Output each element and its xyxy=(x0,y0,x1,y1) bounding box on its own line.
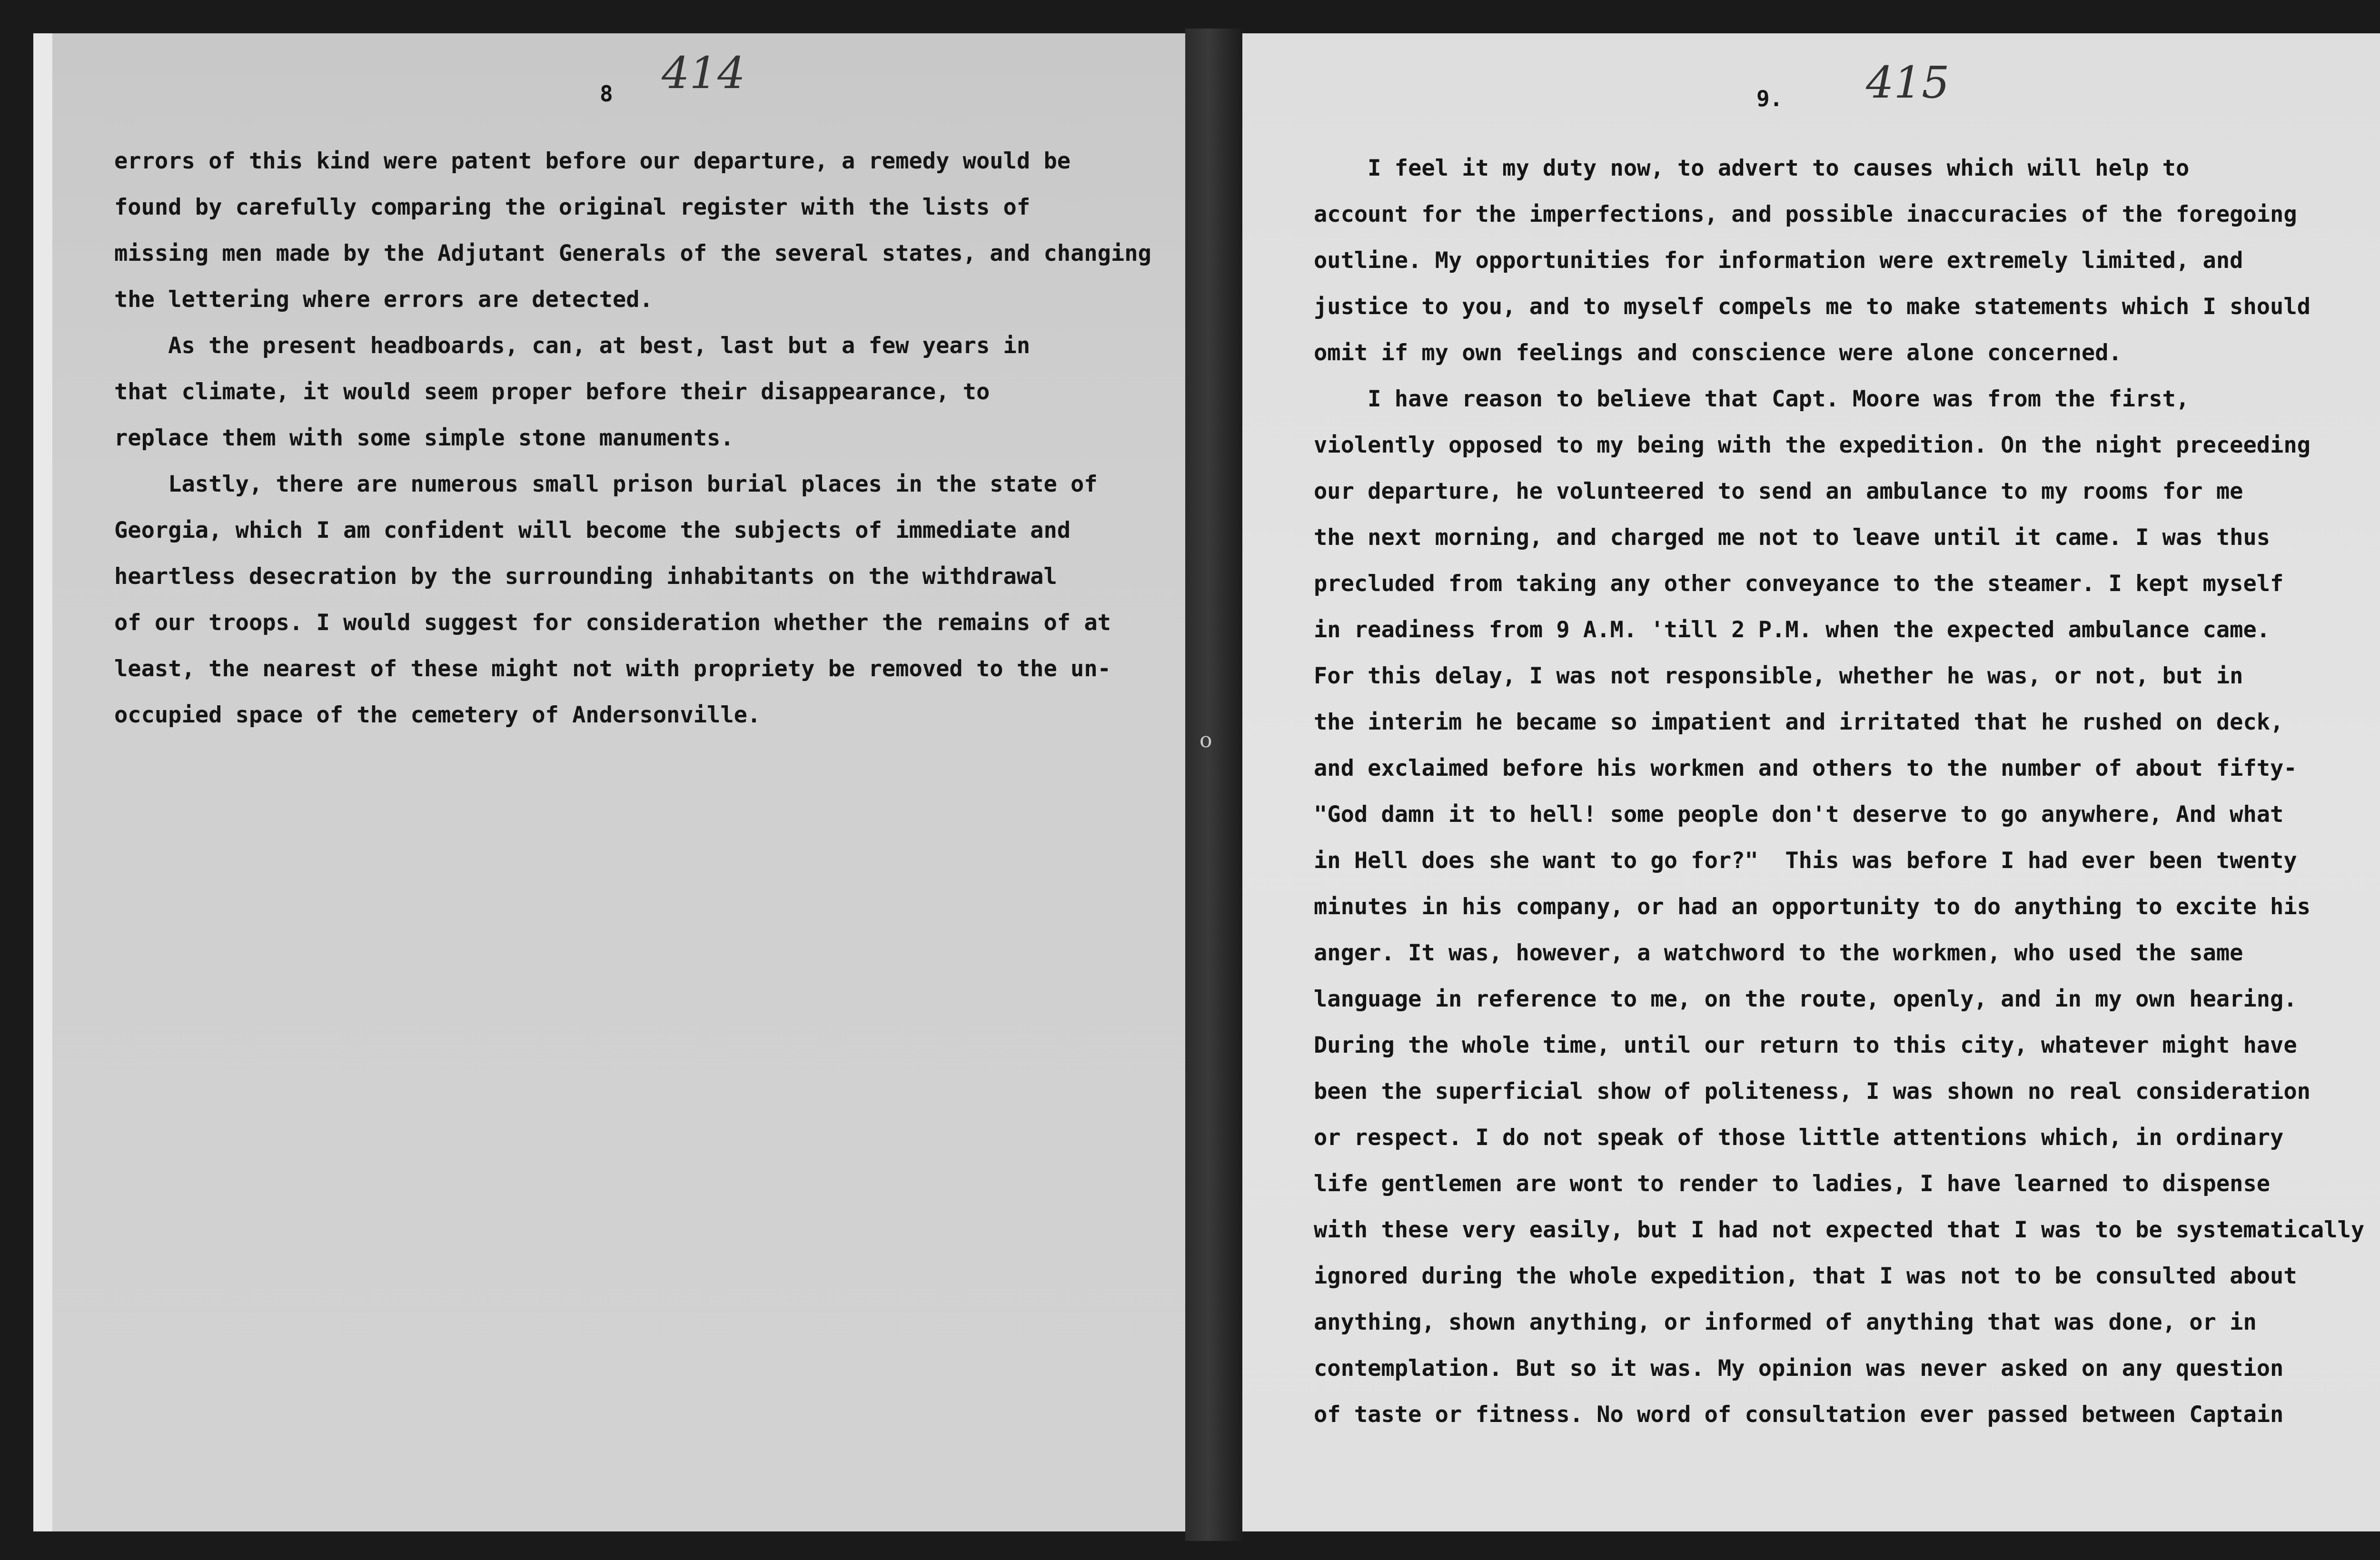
page-edge xyxy=(33,33,52,1531)
left-page xyxy=(33,33,1185,1531)
text-line: that climate, it would seem proper before their disappearance, to xyxy=(114,379,990,405)
right-page-text xyxy=(1314,145,2364,1438)
text-line: contemplation. But so it was. My opinion was never asked on any question xyxy=(1314,1355,2284,1382)
right-page-number: 9. xyxy=(1756,86,1783,111)
text-line: of taste or fitness. No word of consultation ever passed between Captain xyxy=(1314,1402,2284,1428)
text-line: violently opposed to my being with the expedition. On the night preceeding xyxy=(1314,432,2311,458)
text-line: the next morning, and charged me not to leave until it came. I was thus xyxy=(1314,524,2271,551)
text-line: ignored during the whole expedition, that I was not to be consulted about xyxy=(1314,1263,2297,1289)
right-page xyxy=(1242,33,2380,1531)
text-line: found by carefully comparing the original register with the lists of xyxy=(114,194,1031,220)
left-page-text xyxy=(114,138,1151,738)
text-line: "God damn it to hell! some people don't deserve to go anywhere, And what xyxy=(1314,801,2284,828)
text-line: For this delay, I was not responsible, whether he was, or not, but in xyxy=(1314,663,2243,689)
text-line: minutes in his company, or had an opportunity to do anything to excite his xyxy=(1314,894,2311,920)
text-line: errors of this kind were patent before our departure, a remedy would be xyxy=(114,148,1071,174)
right-archive-number: 415 xyxy=(1866,57,1950,108)
text-line: replace them with some simple stone manuments. xyxy=(114,425,734,451)
text-line: anything, shown anything, or informed of anything that was done, or in xyxy=(1314,1309,2257,1335)
text-line: been the superficial show of politeness, I was shown no real consideration xyxy=(1314,1078,2311,1105)
text-line: the interim he became so impatient and irritated that he rushed on deck, xyxy=(1314,709,2284,735)
text-line: anger. It was, however, a watchword to the workmen, who used the same xyxy=(1314,940,2243,966)
text-line: and exclaimed before his workmen and others to the number of about fifty- xyxy=(1314,755,2297,781)
text-line: life gentlemen are wont to render to ladies, I have learned to dispense xyxy=(1314,1171,2271,1197)
text-line: omit if my own feelings and conscience were alone concerned. xyxy=(1314,340,2122,366)
text-line: I have reason to believe that Capt. Moore was from the first, xyxy=(1314,386,2190,412)
margin-mark: o xyxy=(1200,728,1212,752)
text-line: our departure, he volunteered to send an ambulance to my rooms for me xyxy=(1314,478,2243,504)
text-line: occupied space of the cemetery of Andersonville. xyxy=(114,702,761,728)
text-line: I feel it my duty now, to advert to causes which will help to xyxy=(1314,155,2190,181)
left-page-number: 8 xyxy=(600,81,613,107)
text-line: As the present headboards, can, at best, last but a few years in xyxy=(114,333,1031,359)
text-line: missing men made by the Adjutant Generals of the several states, and changing xyxy=(114,240,1151,267)
text-line: During the whole time, until our return to this city, whatever might have xyxy=(1314,1032,2297,1058)
text-line: account for the imperfections, and possible inaccuracies of the foregoing xyxy=(1314,201,2297,227)
page-gutter xyxy=(1185,29,1242,1541)
text-line: heartless desecration by the surrounding inhabitants on the withdrawal xyxy=(114,563,1057,590)
text-line: with these very easily, but I had not expected that I was to be systematically xyxy=(1314,1217,2365,1243)
text-line: justice to you, and to myself compels me to make statements which I should xyxy=(1314,294,2311,320)
text-line: or respect. I do not speak of those little attentions which, in ordinary xyxy=(1314,1125,2284,1151)
text-line: Lastly, there are numerous small prison burial places in the state of xyxy=(114,471,1098,497)
text-line: least, the nearest of these might not with propriety be removed to the un- xyxy=(114,656,1111,682)
text-line: in readiness from 9 A.M. 'till 2 P.M. when the expected ambulance came. xyxy=(1314,617,2271,643)
text-line: Georgia, which I am confident will become the subjects of immediate and xyxy=(114,517,1071,543)
text-line: in Hell does she want to go for?" This was before I had ever been twenty xyxy=(1314,848,2297,874)
text-line: the lettering where errors are detected. xyxy=(114,286,653,313)
text-line: language in reference to me, on the route, openly, and in my own hearing. xyxy=(1314,986,2297,1012)
left-archive-number: 414 xyxy=(662,48,745,99)
text-line: of our troops. I would suggest for consideration whether the remains of at xyxy=(114,610,1111,636)
text-line: precluded from taking any other conveyance to the steamer. I kept myself xyxy=(1314,571,2284,597)
text-line: outline. My opportunities for information were extremely limited, and xyxy=(1314,247,2243,274)
